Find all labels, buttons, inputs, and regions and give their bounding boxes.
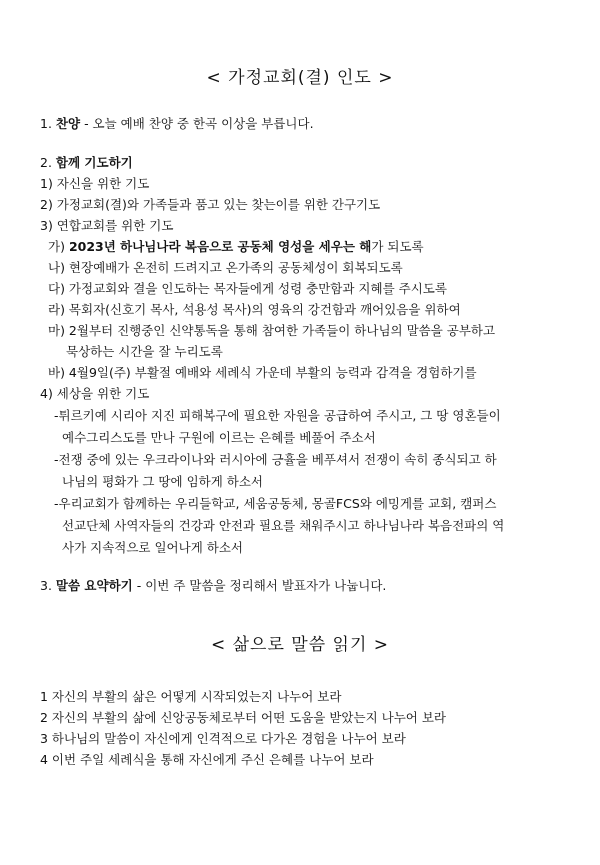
prayer-item-2: 2) 가정교회(결)와 가족들과 품고 있는 찾는이를 위한 간구기도: [40, 197, 381, 212]
world-prayer-missions-line3: 사가 지속적으로 일어나게 하소서: [62, 540, 243, 555]
prayer-item-3e-line1: 마) 2월부터 진행중인 신약통독을 통해 참여한 가족들이 하나님의 말씀을 공부하고: [48, 323, 496, 338]
section-3-number: 3.: [40, 578, 52, 593]
world-prayer-ukraine-line1: -전쟁 중에 있는 우크라이나와 러시아에 긍휼을 베푸셔서 전쟁이 속히 종식되고 하: [54, 452, 497, 467]
section-3-summary: [40, 578, 386, 594]
prayer-item-4: 4) 세상을 위한 기도: [40, 386, 150, 401]
section-2-prayer: [40, 155, 133, 171]
question-1: 1 자신의 부활의 삶은 어떻게 시작되었는지 나누어 보라: [40, 689, 342, 704]
world-prayer-ukraine-line2: 나님의 평화가 그 땅에 임하게 하소서: [62, 474, 263, 489]
prayer-item-3c: 다) 가정교회와 결을 인도하는 목자들에게 성령 충만함과 지혜를 주시도록: [48, 281, 447, 296]
section-1-text: - 오늘 예배 찬양 중 한곡 이상을 부릅니다.: [84, 116, 314, 131]
section-1-heading: 찬양: [55, 116, 81, 131]
prayer-item-3: 3) 연합교회를 위한 기도: [40, 218, 174, 233]
section-1-praise: [40, 116, 314, 132]
section-2-number: 2.: [40, 155, 52, 170]
prayer-item-3d: 라) 목회자(신호기 목사, 석용성 목사)의 영육의 강건함과 깨어있음을 위하여: [48, 302, 461, 317]
title-read-word-with-life: < 삶으로 말씀 읽기 >: [210, 635, 390, 655]
section-3-text: - 이번 주 말씀을 정리해서 발표자가 나눕니다.: [136, 578, 387, 593]
section-3-heading: 말씀 요약하기: [55, 578, 133, 593]
question-3: 3 하나님의 말씀이 자신에게 인격적으로 다가온 경험을 나누어 보라: [40, 731, 406, 746]
world-prayer-missions-line1: -우리교회가 함께하는 우리들학교, 세움공동체, 몽골FCS와 에밍게를 교회, 캠퍼스: [54, 496, 497, 511]
question-2: 2 자신의 부활의 삶에 신앙공동체로부터 어떤 도움을 받았는지 나누어 보라: [40, 710, 446, 725]
world-prayer-missions-line2: 선교단체 사역자들의 건강과 안전과 필요를 채워주시고 하나님나라 복음전파의 역: [62, 518, 505, 533]
prayer-item-3a-bold: 2023년 하나님나라 복음으로 공동체 영성을 세우는 해: [68, 239, 372, 254]
prayer-item-1: 1) 자신을 위한 기도: [40, 176, 150, 191]
world-prayer-turkey-line1: -튀르키예 시리아 지진 피해복구에 필요한 자원을 공급하여 주시고, 그 땅 영혼들이: [54, 408, 501, 423]
prayer-item-3a-suffix: 가 되도록: [371, 239, 424, 254]
section-1-number: 1.: [40, 116, 52, 131]
title-house-church-guide: < 가정교회(결) 인도 >: [206, 68, 394, 88]
question-4: 4 이번 주일 세례식을 통해 자신에게 주신 은혜를 나누어 보라: [40, 752, 374, 767]
prayer-item-3b: 나) 현장예배가 온전히 드려지고 온가족의 공동체성이 회복되도록: [48, 260, 403, 275]
prayer-item-3e-line2: 묵상하는 시간을 잘 누리도록: [66, 344, 223, 359]
prayer-item-3a: [48, 239, 424, 255]
prayer-item-3f: 바) 4월9일(주) 부활절 예배와 세례식 가운데 부활의 능력과 감격을 경험하기를: [48, 365, 477, 380]
world-prayer-turkey-line2: 예수그리스도를 만나 구원에 이르는 은혜를 베풀어 주소서: [62, 430, 376, 445]
section-2-heading: 함께 기도하기: [55, 155, 133, 170]
prayer-item-3a-prefix: 가): [48, 239, 69, 254]
